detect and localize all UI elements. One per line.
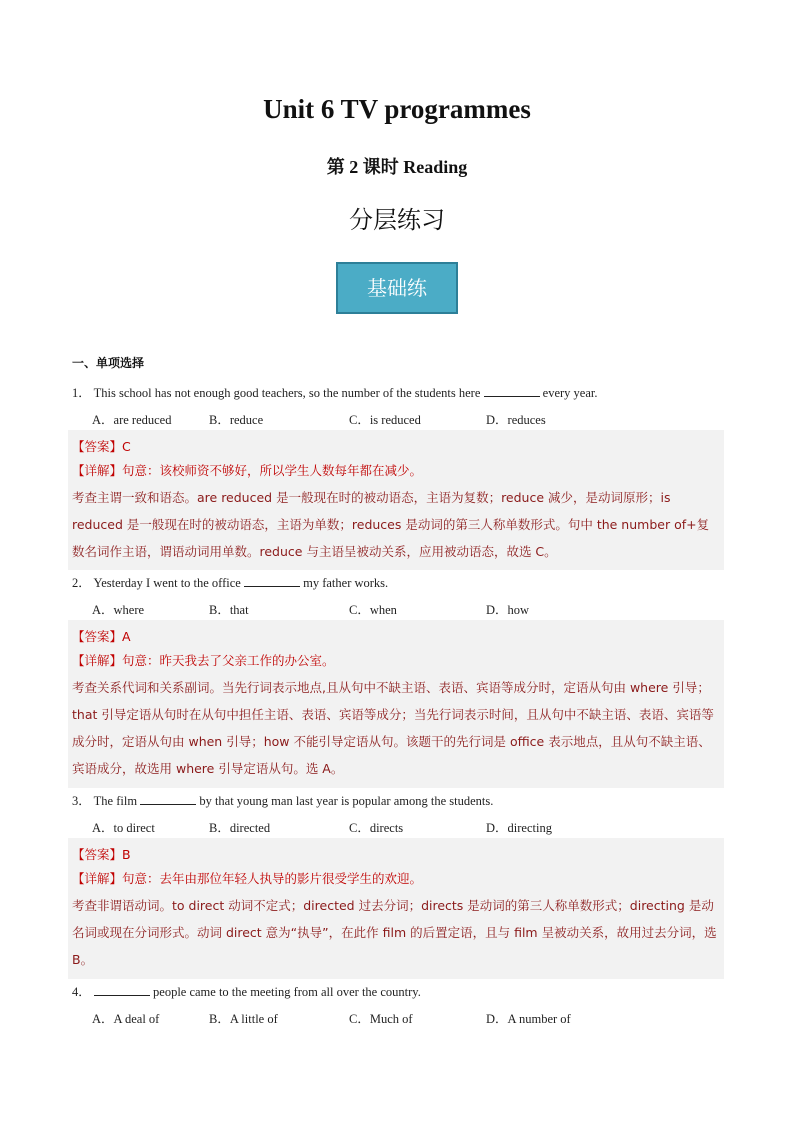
answer-block-3 [68, 838, 724, 979]
answer-blank [94, 983, 150, 996]
detail-explanation: 考查主谓一致和语态。are reduced 是一般现在时的被动语态，主语为复数；reduce 减少，是动词原形；is reduced 是一般现在时的被动语态，主语为单数；reduces 是动词的第三人称单数形式。句中 the number of+复数名词作主语，谓语动词用单数。reduce 与主语呈被动关系，应用被动语态，故选 C。 [72, 490, 710, 559]
option-c: C．directs [349, 821, 404, 835]
answer-blank [484, 384, 540, 397]
answer-block-2 [68, 620, 724, 788]
answer-detail: 【详解】句意：昨天我去了父亲工作的办公室。 考查关系代词和关系副词。当先行词表示地点,且从句中不缺主语、表语、宾语等成分时，定语从句由 where 引导；that 引导定语从句时在从句中担任主语、表语、宾语等成分；当先行词表示时间，且从句中不缺主语、表语、宾语等成分时，定语从句由 when 引导；how 不能引导定语从句。该题干的先行词是 office 表示地点，且从句不缺主语、宾语成分，故选用 where 引导定语从句。选 A。 [72, 653, 714, 776]
option-d: D．reduces [486, 413, 546, 427]
option-c: C．is reduced [349, 413, 421, 427]
option-d: D．directing [486, 821, 552, 835]
options-3 [92, 818, 732, 836]
answer-value: A [122, 629, 131, 644]
detail-explanation: 考查关系代词和关系副词。当先行词表示地点,且从句中不缺主语、表语、宾语等成分时，定语从句由 where 引导；that 引导定语从句时在从句中担任主语、表语、宾语等成分；当先行词表示时间，且从句中不缺主语、表语、宾语等成分时，定语从句由 when 引导；how 不能引导定语从句。该题干的先行词是 office 表示地点，且从句不缺主语、宾语成分，故选用 where 引导定语从句。选 A。 [72, 680, 714, 776]
question-2 [72, 573, 732, 591]
option-b: B．A little of [209, 1012, 278, 1026]
answer-line: 【答案】C [72, 439, 131, 454]
answer-blank [244, 574, 300, 587]
answer-value: B [122, 847, 131, 862]
question-number: 1． [72, 386, 91, 400]
option-c: C．when [349, 603, 397, 617]
question-number: 2． [72, 576, 91, 590]
option-d: D．A number of [486, 1012, 571, 1026]
question-1 [72, 383, 732, 401]
option-d: D．how [486, 603, 530, 617]
answer-detail: 【详解】句意：去年由那位年轻人执导的影片很受学生的欢迎。 考查非谓语动词。to direct 动词不定式；directed 过去分词；directs 是动词的第三人称单数形式；directing 是动名词或现在分词形式。动词 direct 意为“执导”，在此作 film 的后置定语，且与 film 呈被动关系，故用过去分词，选 B。 [72, 871, 717, 967]
question-stem-end: my father works. [303, 576, 389, 590]
document-title: Unit 6 TV programmes [263, 94, 531, 124]
option-a: A．are reduced [92, 413, 172, 427]
question-stem-end: people came to the meeting from all over the country. [153, 985, 421, 999]
question-stem: The film [93, 794, 138, 808]
detail-explanation: 考查非谓语动词。to direct 动词不定式；directed 过去分词；directs 是动词的第三人称单数形式；directing 是动名词或现在分词形式。动词 direct 意为“执导”，在此作 film 的后置定语，且与 film 呈被动关系，故用过去分词，选 B。 [72, 898, 717, 967]
answer-block-1 [68, 430, 724, 570]
option-a: A．where [92, 603, 145, 617]
question-number: 4． [72, 985, 91, 999]
options-2 [92, 600, 732, 618]
question-stem: Yesterday I went to the office [93, 576, 241, 590]
option-b: B．reduce [209, 413, 264, 427]
answer-detail: 【详解】句意：该校师资不够好，所以学生人数每年都在减少。 考查主谓一致和语态。are reduced 是一般现在时的被动语态，主语为复数；reduce 减少，是动词原形；is reduced 是一般现在时的被动语态，主语为单数；reduces 是动词的第三人称单数形式。句中 the number of+复数名词作主语，谓语动词用单数。reduce 与主语呈被动关系，应用被动语态，故选 C。 [72, 463, 710, 559]
lesson-subtitle: 第 2 课时 Reading [326, 157, 468, 177]
level-badge: 基础练 [336, 262, 458, 314]
option-b: B．directed [209, 821, 271, 835]
answer-line: 【答案】A [72, 629, 131, 644]
question-stem-end: by that young man last year is popular among the students. [199, 794, 494, 808]
answer-value: C [122, 439, 131, 454]
option-c: C．Much of [349, 1012, 413, 1026]
question-stem: This school has not enough good teachers, so the number of the students here [93, 386, 481, 400]
options-1 [92, 410, 732, 428]
question-4 [72, 982, 732, 1000]
question-number: 3． [72, 794, 91, 808]
section-label: 一、单项选择 [72, 356, 145, 370]
options-4 [92, 1009, 732, 1027]
question-stem-end: every year. [542, 386, 598, 400]
answer-blank [140, 792, 196, 805]
option-b: B．that [209, 603, 249, 617]
option-a: A．A deal of [92, 1012, 160, 1026]
practice-heading: 分层练习 [349, 206, 445, 234]
answer-line: 【答案】B [72, 847, 131, 862]
option-a: A．to direct [92, 821, 155, 835]
question-3 [72, 791, 732, 809]
